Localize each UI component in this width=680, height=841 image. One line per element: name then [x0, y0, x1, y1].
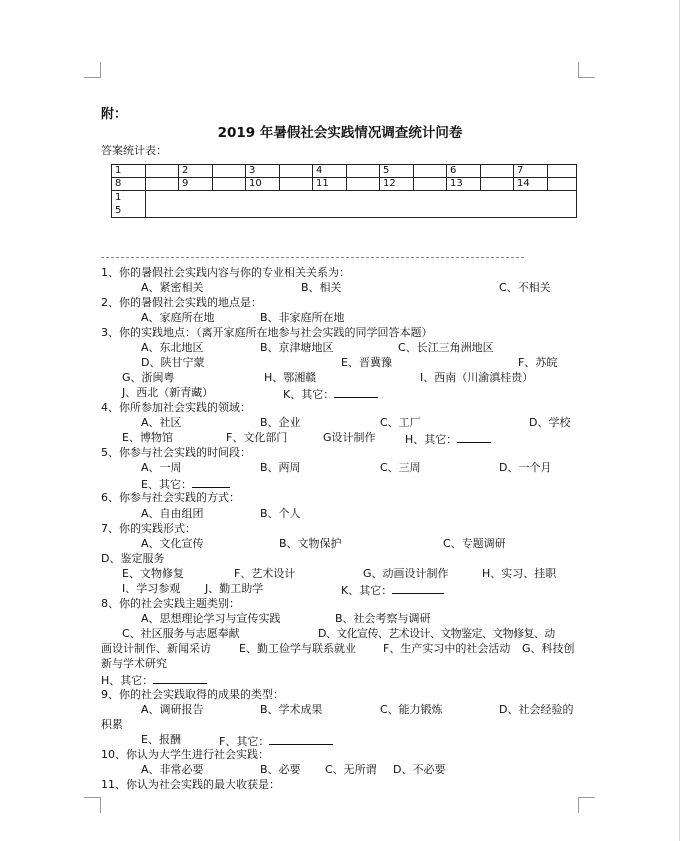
option[interactable]: C、三周	[380, 461, 421, 474]
option-other[interactable]	[341, 582, 444, 598]
option[interactable]: G、动画设计制作	[363, 567, 449, 580]
option[interactable]: E、文物修复	[122, 567, 184, 580]
option[interactable]: C、不相关	[499, 281, 551, 294]
option[interactable]: C、社区服务与志愿奉献	[122, 627, 240, 640]
question-stem: 10、你认为大学生进行社会实践：	[101, 748, 269, 761]
answer-table-row	[112, 165, 577, 178]
answer-number: 5	[380, 165, 414, 178]
answer-number: 14	[514, 178, 548, 191]
option[interactable]: A、调研报告	[141, 703, 204, 716]
answer-cell[interactable]	[213, 165, 246, 178]
option[interactable]: B、学术成果	[260, 703, 323, 716]
option[interactable]: A、紧密相关	[141, 281, 204, 294]
answer-cell[interactable]	[548, 165, 577, 178]
option[interactable]: B、相关	[301, 281, 342, 294]
option[interactable]: D、不必要	[393, 763, 446, 776]
answer-cell[interactable]	[548, 178, 577, 191]
answer-cell[interactable]	[347, 165, 380, 178]
question-stem: 5、你参与社会实践的时间段：	[101, 446, 251, 459]
document-title: 2019 年暑假社会实践情况调查统计问卷	[217, 125, 463, 141]
option-label: H、其它：	[101, 674, 154, 687]
option[interactable]: A、自由组团	[141, 507, 204, 520]
crop-mark-top-left	[100, 62, 101, 78]
answer-cell[interactable]	[280, 165, 313, 178]
option[interactable]: E、勤工俭学与联系就业	[239, 642, 356, 655]
fill-blank[interactable]	[392, 582, 444, 594]
crop-mark-bottom-left	[100, 797, 101, 813]
option[interactable]: G、科技创	[522, 642, 575, 655]
option-continued: 积累	[101, 718, 123, 731]
crop-mark-bottom-right	[578, 797, 579, 813]
option[interactable]: D、社会经验的	[499, 703, 574, 716]
option[interactable]: B、两周	[260, 461, 301, 474]
answer-cell[interactable]	[481, 165, 514, 178]
option[interactable]: I、西南（川渝滇桂贵）	[420, 371, 534, 384]
option[interactable]: B、非家庭所在地	[260, 311, 345, 324]
crop-mark-top-right	[578, 62, 579, 78]
option[interactable]: J、勤工助学	[205, 582, 264, 595]
option[interactable]: F、艺术设计	[234, 567, 296, 580]
option[interactable]: B、企业	[260, 416, 301, 429]
question-stem: 3、你的实践地点：（离开家庭所在地参与社会实践的同学回答本题）	[101, 326, 433, 339]
option-label: E、其它：	[141, 478, 192, 491]
answer-number: 2	[179, 165, 213, 178]
option[interactable]: D、一个月	[499, 461, 552, 474]
option[interactable]: I、学习参观	[122, 582, 181, 595]
option-other[interactable]	[141, 476, 230, 492]
answer-cell-wide[interactable]	[146, 191, 577, 218]
option-other[interactable]	[283, 386, 378, 402]
answer-number: 12	[380, 178, 414, 191]
answer-table-row	[112, 178, 577, 191]
question-stem: 8、你的社会实践主题类别：	[101, 597, 240, 610]
option[interactable]: H、鄂湘赣	[264, 371, 317, 384]
answer-cell[interactable]	[414, 165, 447, 178]
answer-table-row	[112, 191, 577, 218]
question-stem: 9、你的社会实践取得的成果的类型：	[101, 688, 284, 701]
option[interactable]: C、长江三角洲地区	[398, 341, 494, 354]
option[interactable]: C、能力锻炼	[380, 703, 443, 716]
fill-blank[interactable]	[153, 672, 207, 684]
option[interactable]: H、实习、挂职	[482, 567, 557, 580]
answer-cell[interactable]	[347, 178, 380, 191]
appendix-heading: 附：	[101, 107, 128, 122]
option[interactable]: C、无所谓	[325, 763, 377, 776]
answer-cell[interactable]	[146, 178, 179, 191]
option[interactable]: C、专题调研	[443, 537, 506, 550]
question-stem: 2、你的暑假社会实践的地点是：	[101, 296, 262, 309]
crop-mark-bottom-right	[579, 797, 595, 798]
option[interactable]: A、文化宣传	[141, 537, 204, 550]
option-label: H、其它：	[405, 433, 458, 446]
answer-table-label: 答案统计表：	[101, 144, 167, 157]
option[interactable]: F、苏皖	[518, 356, 558, 369]
option[interactable]: D、学校	[529, 416, 571, 429]
answer-number: 8	[112, 178, 146, 191]
fill-blank[interactable]	[192, 476, 230, 488]
option[interactable]: E、报酬	[141, 733, 181, 746]
option-label: K、其它：	[283, 388, 335, 401]
question-stem: 4、你所参加社会实践的领域：	[101, 401, 251, 414]
option[interactable]: B、文物保护	[279, 537, 342, 550]
fill-blank[interactable]	[334, 386, 378, 398]
option[interactable]: E、晋冀豫	[341, 356, 392, 369]
answer-cell[interactable]	[280, 178, 313, 191]
fill-blank[interactable]	[269, 733, 333, 745]
answer-number: 4	[313, 165, 347, 178]
answer-number	[112, 191, 146, 218]
option-label: K、其它：	[341, 584, 393, 597]
answer-number: 1	[112, 165, 146, 178]
option[interactable]: A、东北地区	[141, 341, 204, 354]
question-stem: 6、你参与社会实践的方式：	[101, 491, 240, 504]
option[interactable]: A、家庭所在地	[141, 311, 215, 324]
fill-blank[interactable]	[457, 431, 491, 443]
answer-number: 11	[313, 178, 347, 191]
option[interactable]: D、鉴定服务	[101, 552, 165, 565]
option[interactable]: A、一周	[141, 461, 182, 474]
option[interactable]: A、非常必要	[141, 763, 204, 776]
separator-line	[101, 257, 524, 258]
option[interactable]: D、陕甘宁蒙	[141, 356, 205, 369]
question-stem: 7、你的实践形式：	[101, 522, 196, 535]
option-other[interactable]	[405, 431, 491, 447]
option[interactable]: B、京津塘地区	[260, 341, 334, 354]
option[interactable]: A、社区	[141, 416, 182, 429]
answer-number: 6	[447, 165, 481, 178]
answer-number: 10	[246, 178, 280, 191]
answer-number-digit: 5	[115, 205, 122, 216]
answer-table	[111, 164, 577, 218]
option-other[interactable]	[219, 733, 333, 749]
option[interactable]: F、文化部门	[226, 431, 288, 444]
option-other[interactable]	[101, 672, 207, 688]
option-continued: 画设计制作、新闻采访	[101, 642, 211, 655]
option[interactable]: A、思想理论学习与宣传实践	[141, 612, 281, 625]
question-stem: 11、你认为社会实践的最大收获是：	[101, 778, 280, 791]
answer-number: 9	[179, 178, 213, 191]
option[interactable]: E、博物馆	[122, 431, 173, 444]
option[interactable]: B、必要	[260, 763, 301, 776]
answer-cell[interactable]	[414, 178, 447, 191]
option-continued: 新与学术研究	[101, 657, 167, 670]
option[interactable]: C、工厂	[380, 416, 421, 429]
option[interactable]: G设计制作	[323, 431, 376, 444]
answer-number: 13	[447, 178, 481, 191]
answer-cell[interactable]	[146, 165, 179, 178]
option[interactable]: D、文化宣传、艺术设计、文物鉴定、文物修复、动	[318, 627, 555, 640]
option[interactable]: B、社会考察与调研	[335, 612, 431, 625]
option[interactable]: B、个人	[260, 507, 301, 520]
answer-number-digit: 1	[115, 192, 122, 203]
option[interactable]: J、西北（新青藏）	[122, 386, 214, 399]
option[interactable]: G、浙闽粤	[122, 371, 175, 384]
option-label: F、其它：	[219, 735, 270, 748]
crop-mark-top-right	[579, 77, 595, 78]
answer-number: 3	[246, 165, 280, 178]
answer-number: 7	[514, 165, 548, 178]
crop-mark-top-left	[84, 77, 100, 78]
answer-cell[interactable]	[213, 178, 246, 191]
crop-mark-bottom-left	[84, 797, 100, 798]
question-stem: 1、你的暑假社会实践内容与你的专业相关关系为：	[101, 266, 350, 279]
option[interactable]: F、生产实习中的社会活动	[383, 642, 511, 655]
answer-cell[interactable]	[481, 178, 514, 191]
